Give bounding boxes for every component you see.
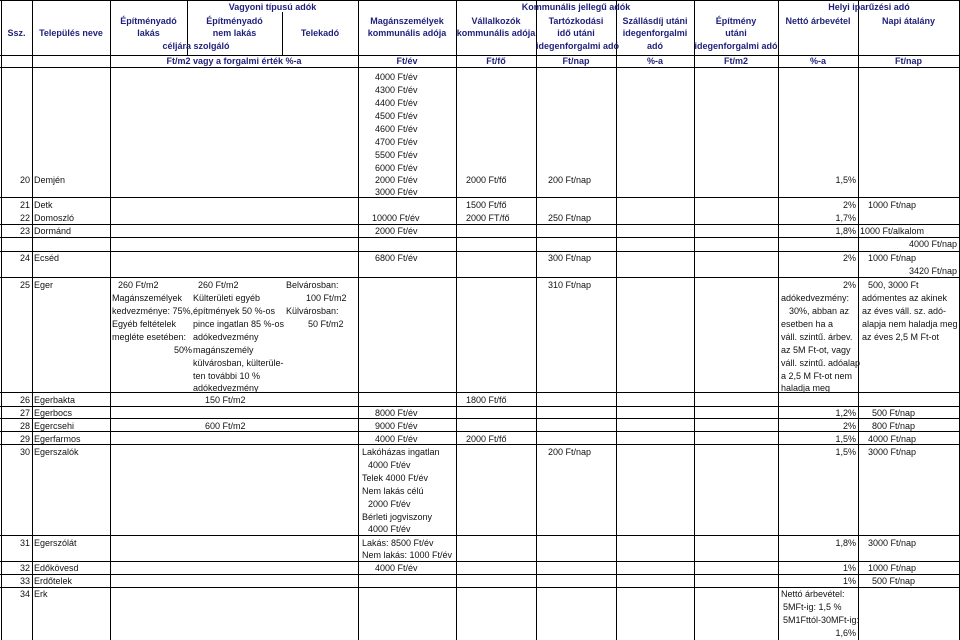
header-group-helyi: Helyi iparűzési adó: [828, 2, 910, 12]
cont-value: 6000 Ft/év: [375, 163, 418, 173]
cell-mag-line: 4000 Ft/év: [368, 524, 411, 534]
cell-mag: 10000 Ft/év: [372, 213, 420, 223]
unit-ftnap-2: Ft/nap: [895, 56, 922, 66]
settlement-name: Egerbakta: [34, 395, 76, 405]
eger-lakas: Egyéb feltételek: [112, 319, 177, 329]
row-number: 33: [19, 576, 30, 586]
cell-nemlakas: 600 Ft/m2: [205, 421, 246, 431]
settlement-name: Erk: [34, 589, 48, 599]
col-line: [536, 0, 537, 640]
eger-lakas: megléte esetében:: [112, 332, 187, 342]
cell-pct: 1,2%: [835, 408, 856, 418]
header-tartozkodasi-3: idegenforgalmi adó: [536, 41, 620, 51]
cell-napi: 1000 Ft/nap: [868, 563, 917, 573]
cell-mag-line: Nem lakás: 1000 Ft/év: [362, 550, 453, 560]
header-epitmenyado-lakas-1: Építményadó: [120, 16, 177, 26]
header-epitmenyado-lakas-2: lakás: [137, 28, 160, 38]
cell-mag: 6800 Ft/év: [375, 253, 418, 263]
eger-nemlakas: külvárosban, külterüle-: [193, 358, 284, 368]
cell-pct: 2%: [842, 200, 856, 210]
eger-nemlakas: építmények 50 %-os: [193, 306, 276, 316]
cell-mag-line: Bérleti jogviszony: [362, 512, 433, 522]
cell-napi: 500 Ft/nap: [872, 408, 916, 418]
cell-vall: 2000 Ft/fő: [466, 434, 507, 444]
row-number: 24: [19, 253, 30, 263]
header-epitmeny-2: utáni: [725, 28, 747, 38]
cell-napi: 4000 Ft/nap: [868, 434, 917, 444]
cell-mag-line: Telek 4000 Ft/év: [362, 473, 429, 483]
row-line: [0, 277, 960, 278]
col-line: [358, 0, 359, 640]
settlement-name: Egerszalók: [34, 447, 79, 457]
row-number: 25: [19, 280, 30, 290]
header-vallalkozok-1: Vállalkozók: [471, 16, 521, 26]
settlement-name: Detk: [34, 200, 53, 210]
cell-mag: 4000 Ft/év: [375, 434, 418, 444]
col-line: [778, 0, 779, 640]
eger-napi: 500, 3000 Ft: [868, 280, 919, 290]
cell-mag-line: 2000 Ft/év: [368, 499, 411, 509]
eger-netto: haladja meg: [781, 383, 831, 393]
cell-mag: 3000 Ft/év: [375, 187, 418, 197]
row-line: [0, 535, 960, 536]
cell-pct: 1,8%: [835, 538, 856, 548]
col-line: [616, 0, 617, 640]
cont-value: 4000 Ft/év: [375, 72, 418, 82]
col-line: [456, 0, 457, 640]
row-number: 20: [19, 175, 30, 185]
erk-netto: 5M1Fttól-30MFt-ig:: [783, 615, 860, 625]
header-group-kommunalis: Kommunális jellegű adók: [521, 2, 631, 12]
eger-nemlakas: 260 Ft/m2: [198, 280, 239, 290]
settlement-name: Edőkövesd: [34, 563, 79, 573]
eger-nemlakas: adókedvezmény: [193, 383, 259, 393]
cont-value: 5500 Ft/év: [375, 150, 418, 160]
cell-pct: 1,8%: [835, 226, 856, 236]
cell-mag-line: Lakás: 8500 Ft/év: [362, 538, 434, 548]
eger-napi: az éves váll. sz. adó-: [862, 306, 947, 316]
settlement-name: Egercsehi: [34, 421, 75, 431]
eger-netto: váll. szintű. árbev.: [781, 332, 853, 342]
eger-lakas: 260 Ft/m2: [118, 280, 159, 290]
row-number: 21: [19, 200, 30, 210]
settlement-name: Dormánd: [34, 226, 72, 236]
header-napi: Napi átalány: [881, 16, 936, 26]
eger-telek: 50 Ft/m2: [308, 319, 344, 329]
eger-telek: 100 Ft/m2: [306, 293, 347, 303]
cell-tart: 300 Ft/nap: [548, 253, 592, 263]
unit-ftm2-b: Ft/m2: [723, 56, 748, 66]
cell-napi: 4000 Ft/nap: [908, 239, 957, 249]
cell-tart: 200 Ft/nap: [548, 447, 592, 457]
cell-mag: 2000 Ft/év: [375, 226, 418, 236]
eger-netto: váll. szintű. adóalap: [781, 358, 861, 368]
eger-netto: esetben ha a: [781, 319, 834, 329]
eger-netto: az 5M Ft-ot, vagy: [781, 345, 851, 355]
header-epitmenyado-nemlakas-2: nem lakás: [212, 28, 257, 38]
cell-nemlakas: 150 Ft/m2: [205, 395, 246, 405]
settlement-name: Erdőtelek: [34, 576, 73, 586]
settlement-name: Ecséd: [34, 253, 60, 263]
cell-mag-line: Nem lakás célú: [362, 486, 424, 496]
row-line: [0, 197, 960, 198]
cell-tart: 250 Ft/nap: [548, 213, 592, 223]
eger-nemlakas: ten további 10 %: [193, 371, 261, 381]
row-number: 29: [19, 434, 30, 444]
cell-pct: 2%: [842, 280, 856, 290]
cell-vall: 2000 FT/fő: [466, 213, 510, 223]
header-szallasdij-2: idegenforgalmi: [622, 28, 688, 38]
row-number: 22: [19, 213, 30, 223]
eger-napi: az éves 2,5 M Ft-ot: [862, 332, 940, 342]
col-line: [32, 0, 33, 640]
row-line: [0, 0, 960, 1]
cell-napi: 1000 Ft/nap: [868, 200, 917, 210]
header-tartozkodasi-2: idő utáni: [557, 28, 595, 38]
cell-napi: 3420 Ft/nap: [908, 266, 957, 276]
header-epitmeny-3: idegenforgalmi adó: [694, 41, 778, 51]
col-line: [110, 0, 111, 640]
unit-ftev: Ft/év: [396, 56, 418, 66]
cont-value: 4600 Ft/év: [375, 124, 418, 134]
settlement-name: Egerbocs: [34, 408, 73, 418]
erk-netto: Nettó árbevétel:: [781, 589, 845, 599]
cell-napi: 500 Ft/nap: [872, 576, 916, 586]
cell-pct: 2%: [842, 253, 856, 263]
unit-ftm2: Ft/m2 vagy a forgalmi érték %-a: [166, 56, 302, 66]
cell-napi: 3000 Ft/nap: [868, 447, 917, 457]
header-telekado: Telekadó: [300, 28, 340, 38]
eger-telek: Külvárosban:: [286, 306, 339, 316]
cell-mag-line: 4000 Ft/év: [368, 460, 411, 470]
unit-ftfo: Ft/fő: [486, 56, 506, 66]
row-number: 32: [19, 563, 30, 573]
cell-tart: 200 Ft/nap: [548, 175, 592, 185]
cell-pct: 1,5%: [835, 447, 856, 457]
cell-vall: 1500 Ft/fő: [466, 200, 507, 210]
cell-vall: 1800 Ft/fő: [466, 395, 507, 405]
eger-netto: adókedvezmény:: [781, 293, 850, 303]
cell-pct: 1%: [842, 576, 856, 586]
eger-nemlakas: Külterületi egyéb: [193, 293, 261, 303]
cont-value: 4300 Ft/év: [375, 85, 418, 95]
header-celjara: céljára szolgáló: [162, 41, 230, 51]
cell-tart: 310 Ft/nap: [548, 280, 592, 290]
eger-netto: 30%, abban az: [789, 306, 850, 316]
cell-pct: 1,5%: [835, 434, 856, 444]
eger-netto: a 2,5 M Ft-ot nem: [781, 371, 853, 381]
settlement-name: Demjén: [34, 175, 66, 185]
cell-napi: 1000 Ft/nap: [868, 253, 917, 263]
row-number: 31: [19, 538, 30, 548]
eger-napi: adómentes az akinek: [862, 293, 948, 303]
eger-lakas: kedvezménye: 75%,: [112, 306, 194, 316]
header-group-vagyoni: Vagyoni típusú adók: [228, 2, 317, 12]
cell-pct: 1%: [842, 563, 856, 573]
row-number: 34: [19, 589, 30, 599]
row-number: 30: [19, 447, 30, 457]
header-maganszemelyek-2: kommunális adója: [367, 28, 447, 38]
cell-mag-line: Lakóházas ingatlan: [362, 447, 440, 457]
cell-pct: 2%: [842, 421, 856, 431]
cell-pct: 1,5%: [835, 175, 856, 185]
header-maganszemelyek-1: Magánszemélyek: [370, 16, 444, 26]
settlement-name: Eger: [34, 280, 54, 290]
settlement-name: Egerszólát: [34, 538, 77, 548]
header-vallalkozok-2: kommunális adója: [456, 28, 536, 38]
eger-napi: alapja nem haladja meg: [862, 319, 958, 329]
cell-mag: 9000 Ft/év: [375, 421, 418, 431]
header-szallasdij-1: Szállásdíj utáni: [622, 16, 688, 26]
eger-nemlakas: adókedvezmény: [193, 332, 259, 342]
cont-value: 4400 Ft/év: [375, 98, 418, 108]
unit-ftnap-1: Ft/nap: [562, 56, 590, 66]
cont-value: 4700 Ft/év: [375, 137, 418, 147]
header-szallasdij-3: adó: [646, 41, 663, 51]
eger-lakas: 50%: [173, 345, 192, 355]
row-number: 27: [19, 408, 30, 418]
cell-mag: 4000 Ft/év: [375, 563, 418, 573]
header-telepules: Település neve: [39, 28, 103, 38]
header-netto: Nettó árbevétel: [785, 16, 851, 26]
cont-value: 4500 Ft/év: [375, 111, 418, 121]
cell-mag: 2000 Ft/év: [375, 175, 418, 185]
row-line: [0, 237, 960, 238]
header-tartozkodasi-1: Tartózkodási: [548, 16, 604, 26]
unit-pct-1: %-a: [646, 56, 663, 66]
row-number: 26: [19, 395, 30, 405]
cell-napi: 3000 Ft/nap: [868, 538, 917, 548]
erk-netto: 1,6%: [835, 628, 856, 638]
unit-pct-2: %-a: [809, 56, 826, 66]
eger-nemlakas: magánszemély: [193, 345, 254, 355]
settlement-name: Domoszló: [34, 213, 75, 223]
header-ssz: Ssz.: [7, 28, 26, 38]
header-epitmenyado-nemlakas-1: Építményadó: [206, 16, 263, 26]
cell-mag: 8000 Ft/év: [375, 408, 418, 418]
col-line: [858, 0, 859, 640]
eger-lakas: Magánszemélyek: [112, 293, 183, 303]
erk-netto: 5MFt-ig: 1,5 %: [783, 602, 842, 612]
row-line: [0, 67, 960, 68]
settlement-name: Egerfarmos: [34, 434, 81, 444]
row-number: 23: [19, 226, 30, 236]
header-epitmeny-1: Építmény: [715, 16, 757, 26]
cell-napi: 800 Ft/nap: [872, 421, 916, 431]
eger-nemlakas: pince ingatlan 85 %-os: [193, 319, 285, 329]
cell-napi: 1000 Ft/alkalom: [860, 226, 925, 236]
row-number: 28: [19, 421, 30, 431]
eger-telek: Belvárosban:: [286, 280, 339, 290]
cell-pct: 1,7%: [835, 213, 856, 223]
cell-vall: 2000 Ft/fő: [466, 175, 507, 185]
col-line: [694, 0, 695, 640]
